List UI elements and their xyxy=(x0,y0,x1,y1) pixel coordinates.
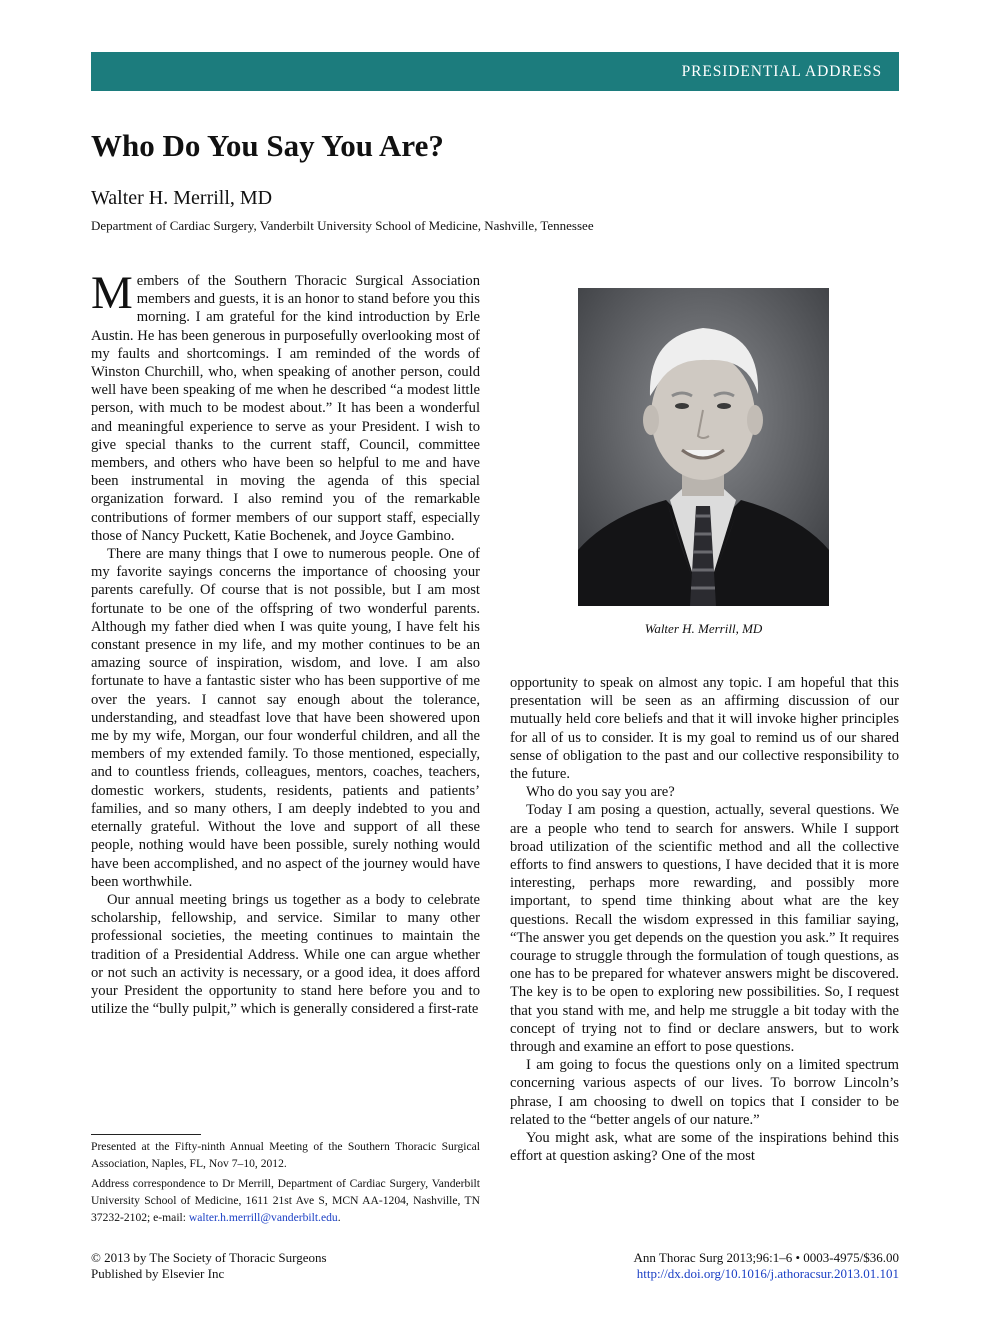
body-paragraph: Today I am posing a question, actually, several questions. We are a people who tend to search for answers. While I support broad utilization of the scientific method and all the collective efforts to find answers to questions, I have decided that it is more interesting, perhaps more rewarding, and possibly more important, to spend time thinking about what are the key questions. Recall the wisdom expressed in this familiar saying, “The answer you get depends on the question you ask.” It requires courage to struggle through the formulation of tough questions, as one has to be prepared for whatever answers might be discovered. The key is to be open to exploring new possibilities. So, I request that you stand with me, and help me struggle a bit today with the concept of trying not to find or declare answers, but to work through and examine an effort to pose questions. xyxy=(510,802,899,1056)
portrait-caption: Walter H. Merrill, MD xyxy=(644,621,763,636)
citation-line: Ann Thorac Surg 2013;96:1–6 • 0003-4975/$36.00 xyxy=(633,1250,899,1265)
footer-left xyxy=(91,1250,327,1282)
body-paragraph: You might ask, what are some of the inspirations behind this effort at question asking? One of the most xyxy=(510,1130,899,1165)
publisher-line: Published by Elsevier Inc xyxy=(91,1266,225,1281)
section-banner xyxy=(91,52,899,91)
copyright-line: © 2013 by The Society of Thoracic Surgeons xyxy=(91,1250,327,1265)
body-paragraph: opportunity to speak on almost any topic. I am hopeful that this presentation will be seen as an affirming discussion of our mutually held core beliefs and that it will invoke higher principles for all of us to consider. It is my goal to remind us of our shared sense of obligation to the past and our collective responsibility to the future. xyxy=(510,675,899,783)
correspondence-text: Address correspondence to Dr Merrill, Department of Cardiac Surgery, Vanderbilt University School of Medicine, 1611 21st Ave S, MCN AA-1204, Nashville, TN 37232-2102; e-mail: xyxy=(91,1177,480,1224)
author-affiliation: Department of Cardiac Surgery, Vanderbilt University School of Medicine, Nashville, Tennessee xyxy=(91,218,594,233)
author-portrait xyxy=(578,288,829,606)
footnote-divider xyxy=(91,1134,201,1135)
body-paragraph: There are many things that I owe to numerous people. One of my favorite sayings concerns the importance of choosing your parents carefully. Of course that is not possible, but I am most fortunate to be one of the offspring of two wonderful parents. Although my father died when I was quite young, I have felt his constant presence in my life, and my mother continues to be an amazing source of inspiration, wisdom, and love. I am also fortunate to have a fantastic sister who has been supportive of me over the years. I cannot say enough about the tolerance, understanding, and steadfast love that have been showered upon me by my wife, Morgan, our four wonderful children, and all the members of my extended family. To those mentioned, especially, and to countless friends, colleagues, mentors, coaches, teachers, domestic workers, students, residents, patients and patients’ families, and so many others, I am deeply indebted to you and eternally grateful. Without the love and support of all these people, nothing would have been possible, surely nothing would have been accomplished, and no aspect of the journey would have been worthwhile. xyxy=(91,546,480,890)
doi-link[interactable]: http://dx.doi.org/10.1016/j.athoracsur.2013.01.101 xyxy=(636,1266,899,1281)
section-label: PRESIDENTIAL ADDRESS xyxy=(681,63,882,80)
body-paragraph: Our annual meeting brings us together as a body to celebrate scholarship, fellowship, and service. Similar to many other professional societies, the meeting continues to maintain the tradition of a Presidential Address. While one can argue whether or not such an activity is necessary, or a good idea, it does afford your President the opportunity to stand here before you and to utilize the “bully pulpit,” which is generally considered a first-rate xyxy=(91,891,480,1018)
author-name: Walter H. Merrill, MD xyxy=(91,187,273,209)
body-column-right xyxy=(510,674,899,1165)
body-paragraph: Who do you say you are? xyxy=(526,784,675,801)
drop-cap: M xyxy=(91,267,133,319)
footer-right xyxy=(633,1250,899,1282)
portrait-illustration xyxy=(578,288,829,606)
body-column-left xyxy=(91,267,480,1018)
footnote-presented: Presented at the Fifty-ninth Annual Meeting of the Southern Thoracic Surgical Association, Naples, FL, Nov 7–10, 2012. xyxy=(91,1140,480,1170)
paragraph-text: embers of the Southern Thoracic Surgical Association members and guests, it is an honor to stand before you this morning. I am grateful for the kind introduction by Erle Austin. He has been generous in purposefully overlooking most of my faults and shortcomings. I am reminded of the words of Winston Churchill, who, when speaking of another person, could well have been speaking of me when he described “a modest little person, with much to be modest about.” It has been a wonderful and meaningful experience to serve as your President. I wish to give special thanks to the current staff, Council, committee members, and others who have been so helpful to me and have been instrumental in moving the agenda of this special organization forward. I also remind you of the remarkable contributions of former members of our support staff, especially those of Nancy Puckett, Katie Bochenek, and Joyce Gambino. xyxy=(91,273,480,544)
article-title: Who Do You Say You Are? xyxy=(91,128,444,163)
body-paragraph: I am going to focus the questions only on a limited spectrum concerning various aspects of our lives. To borrow Lincoln’s phrase, I am choosing to dwell on topics that I consider to be related to the “better angels of our nature.” xyxy=(510,1057,899,1128)
email-link[interactable]: walter.h.merrill@vanderbilt.edu xyxy=(188,1211,338,1224)
email-suffix: . xyxy=(337,1211,341,1224)
footnote-correspondence xyxy=(91,1175,480,1226)
body-paragraph xyxy=(91,267,480,545)
